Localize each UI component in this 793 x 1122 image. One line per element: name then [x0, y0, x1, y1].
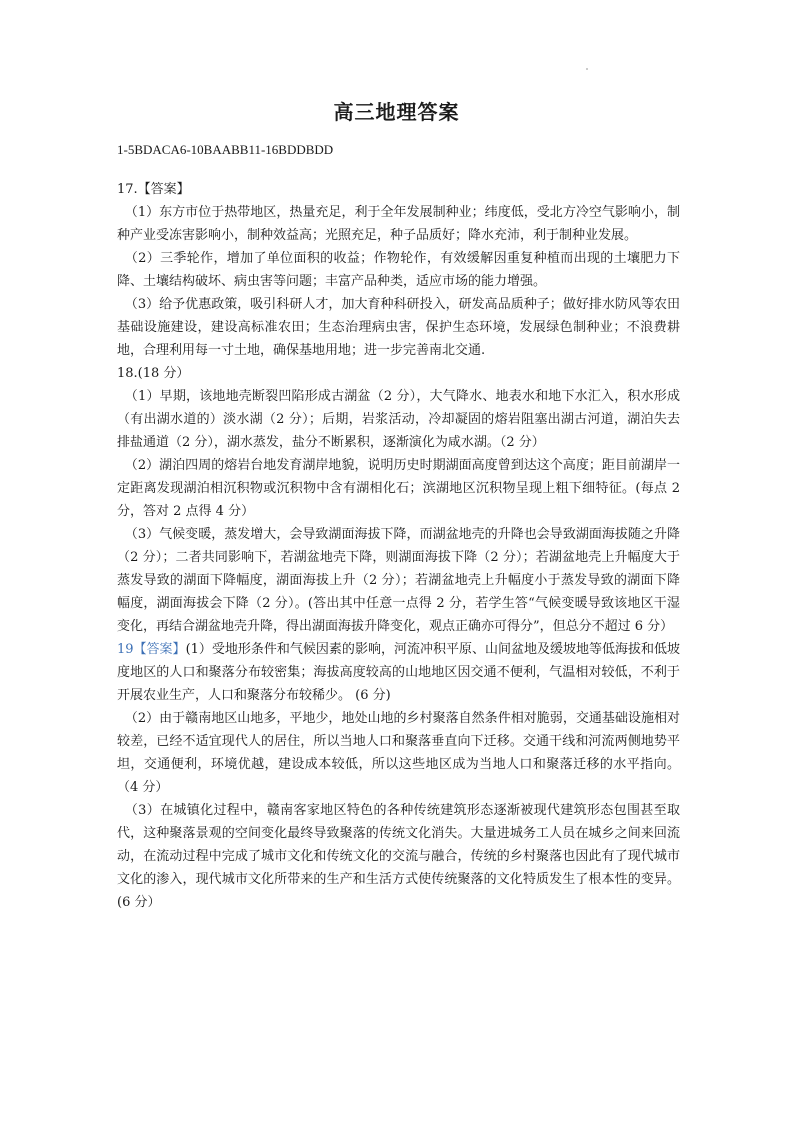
q18-part1: （1）早期，该地地壳断裂凹陷形成古湖盆（2 分），大气降水、地表水和地下水汇入，积水形成（有出湖水道的）淡水湖（2 分）；后期，岩浆活动，冷却凝固的熔岩阻塞出湖古河道，湖泊失去排盐通道（2 分），湖水蒸发，盐分不断累积，逐渐演化为咸水湖。（2 分） [117, 389, 680, 450]
scan-speck [586, 68, 588, 70]
q17-part2: （2）三季轮作，增加了单位面积的收益；作物轮作，有效缓解因重复种植而出现的土壤肥力下降、土壤结构破坏、病虫害等问题；丰富产品种类，适应市场的能力增强。 [117, 251, 680, 289]
multiple-choice-answers: 1-5BDACA6-10BAABB11-16BDDBDD [117, 142, 334, 157]
q17-part1: （1）东方市位于热带地区，热量充足，利于全年发展制种业；纬度低，受北方冷空气影响小，制种产业受冻害影响小，制种效益高；光照充足，种子品质好；降水充沛，利于制种业发展。 [117, 205, 680, 243]
q18-header: 18.(18 分） [117, 366, 190, 381]
q19-part1-block [117, 638, 680, 707]
q19-part1: (1）受地形条件和气候因素的影响，河流冲积平原、山间盆地及缓坡地等低海拔和低坡度地区的人口和聚落分布较密集；海拔高度较高的山地地区因交通不便利，气温相对较低，不利于开展农业生产，人口和聚落分布较稀少。 (6 分) [117, 642, 681, 703]
answer-content [117, 138, 680, 914]
q17-part3: （3）给予优惠政策，吸引科研人才，加大育种科研投入，研发高品质种子；做好排水防风等农田基础设施建设，建设高标准农田；生态治理病虫害，保护生态环境，发展绿色制种业；不浪费耕地，合理利用每一寸土地，确保基地用地；进一步完善南北交通. [117, 297, 680, 358]
q19-part3: （3）在城镇化过程中，赣南客家地区特色的各种传统建筑形态逐渐被现代建筑形态包围甚至取代，这种聚落景观的空间变化最终导致聚落的传统文化消失。大量进城务工人员在城乡之间来回流动，在流动过程中完成了城市文化和传统文化的交流与融合，传统的乡村聚落也因此有了现代城市文化的渗入，现代城市文化所带来的生产和生活方式使传统聚落的文化特质发生了根本性的变异。(6 分） [117, 803, 680, 910]
page-title: 高三地理答案 [333, 100, 460, 124]
q19-part2: （2）由于赣南地区山地多，平地少，地处山地的乡村聚落自然条件相对脆弱，交通基础设施相对较差，已经不适宜现代人的居住，所以当地人口和聚落垂直向下迁移。交通干线和河流两侧地势平坦，交通便利，环境优越，建设成本较低，所以这些地区成为当地人口和聚落迁移的水平指向。 （4 分） [117, 711, 680, 795]
q18-part3: （3）气候变暖，蒸发增大，会导致湖面海拔下降，而湖盆地壳的升降也会导致湖面海拔随之升降（2 分）；二者共同影响下，若湖盆地壳下降，则湖面海拔下降（2 分）；若湖盆地壳上升幅度大于蒸发导致的湖面下降幅度，湖面海拔上升（2 分）；若湖盆地壳上升幅度小于蒸发导致的湖面下降幅度，湖面海拔会下降（2 分）。(答出其中任意一点得 2 分，若学生答“气候变暖导致该地区干湿变化，再结合湖盆地壳升降，得出湖面海拔升降变化，观点正确亦可得分”，但总分不超过 6 分） [117, 527, 680, 634]
q19-label: 19【答案】 [117, 642, 186, 657]
q18-part2: （2）湖泊四周的熔岩台地发育湖岸地貌，说明历史时期湖面高度曾到达这个高度；距目前湖岸一定距离发现湖泊相沉积物或沉积物中含有湖相化石；滨湖地区沉积物呈现上粗下细特征。(每点 2 分，答对 2 点得 4 分） [117, 458, 680, 519]
q17-header: 17.【答案】 [117, 182, 190, 197]
